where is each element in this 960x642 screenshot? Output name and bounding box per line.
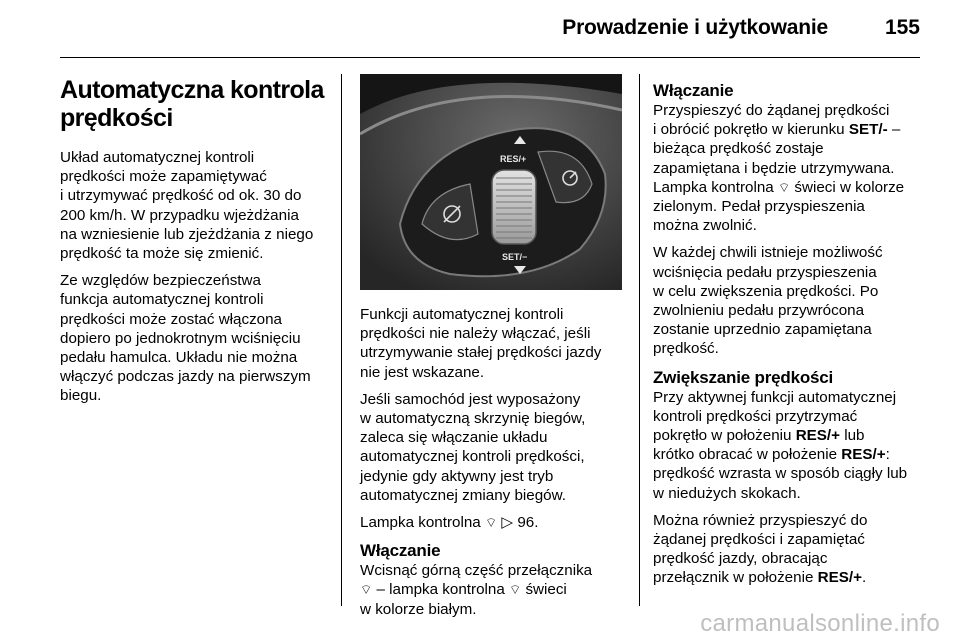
paragraph: Funkcji automatycznej kontroli prędkości nie należy włączać, jeśli utrzymywanie stałej prędkości jazdy nie jest wskazane. bbox=[360, 306, 602, 381]
subheading: Zwiększanie prędkości bbox=[653, 367, 834, 387]
column-divider-left bbox=[341, 74, 342, 606]
paragraph: Przyspieszyć do żądanej prędkości i obrócić pokrętło w kierunku SET/- – bieżąca prędkość zostaje zapamiętana i będzie utrzymywana. Lampka kontrolna ⌔ świeci w kolorze zielonym. Pedał przyspieszenia można zwolnić. bbox=[653, 102, 905, 235]
header-divider bbox=[60, 57, 920, 58]
section-title: Prowadzenie i użytkowanie bbox=[562, 16, 828, 39]
cruise-control-icon: ⌔ bbox=[509, 582, 522, 598]
paragraph: Wcisnąć górną część przełącznika ⌔ – lampka kontrolna ⌔ świeci w kolorze białym. bbox=[360, 562, 593, 618]
cruise-control-icon: ⌔ bbox=[484, 515, 498, 531]
page-reference-link[interactable]: 96. bbox=[513, 514, 539, 532]
subheading: Włączanie bbox=[360, 541, 441, 561]
watermark: carmanualsonline.info bbox=[700, 610, 940, 637]
page-reference-icon[interactable]: ▷ bbox=[501, 514, 514, 532]
paragraph: Ze względów bezpieczeństwa funkcja automatycznej kontroli prędkości może zostać włączona dopiero po jednokrotnym wciśnięciu pedału hamulca. Układu nie można włączyć podczas jazdy na pierwszym biegu. bbox=[60, 272, 311, 405]
steering-wheel-illustration bbox=[360, 74, 622, 290]
left-column bbox=[60, 76, 332, 414]
paragraph: Przy aktywnej funkcji automatycznej kontroli prędkości przytrzymać pokrętło w położeniu RES/+ lub krótko obracać w położenie RES/+: prędkość wzrasta w sposób ciągły lub w niedużych skokach. bbox=[653, 388, 908, 502]
page-number: 155 bbox=[884, 16, 920, 39]
paragraph: Można również przyspieszyć do żądanej prędkości i zapamiętać prędkość jazdy, obracając przełącznik w położenie RES/+. bbox=[653, 511, 868, 587]
page-header bbox=[0, 0, 960, 58]
cruise-control-icon: ⌔ bbox=[360, 582, 373, 598]
paragraph: W każdej chwili istnieje możliwość wciśnięcia pedału przyspieszenia w celu zwiększenia prędkości. Po zwolnieniu pedału przywrócona zostanie uprzednio zapamiętana prędkość. bbox=[653, 244, 883, 358]
paragraph: Jeśli samochód jest wyposażony w automatyczną skrzynię biegów, zaleca się włączanie układu automatycznej kontroli prędkości, jedynie gdy aktywny jest tryb automatycznej zmiany biegów. bbox=[360, 390, 586, 504]
paragraph: Lampka kontrolna ⌔ ▷ 96. bbox=[360, 514, 539, 532]
right-column bbox=[653, 80, 933, 596]
subheading: Włączanie bbox=[653, 81, 734, 100]
article-title: Automatyczna kontrola prędkości bbox=[60, 76, 324, 132]
res-plus-label: RES/+ bbox=[500, 154, 527, 164]
set-minus-label: SET/− bbox=[502, 252, 528, 262]
middle-column bbox=[360, 305, 632, 627]
column-divider-right bbox=[639, 74, 640, 606]
cruise-control-icon: ⌔ bbox=[777, 179, 791, 195]
paragraph: Układ automatycznej kontroli prędkości może zapamiętywać i utrzymywać prędkość od ok. 30 do 200 km/h. W przypadku wjeżdżania na wzniesienie lub zjeżdżania z niego prędkość ta może się zmienić. bbox=[60, 149, 314, 263]
steering-wheel-switch-photo bbox=[360, 74, 622, 290]
